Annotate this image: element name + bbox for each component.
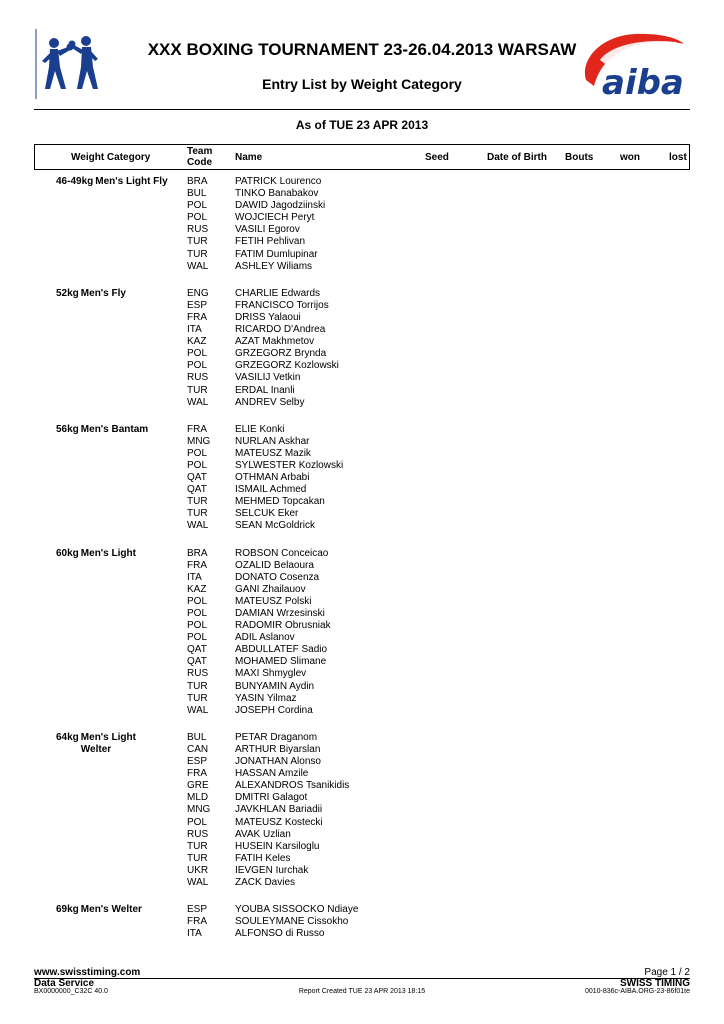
entry-row — [34, 436, 690, 448]
column-bouts: Bouts — [565, 152, 594, 163]
column-team-line1: Team — [187, 146, 213, 157]
boxer-name: YOUBA SISSOCKO Ndiaye — [235, 904, 359, 916]
entry-row — [34, 224, 690, 236]
team-code: BRA — [187, 547, 208, 559]
boxer-name: AZAT Makhmetov — [235, 336, 315, 348]
entry-row — [34, 520, 690, 532]
entry-row — [34, 200, 690, 212]
weight-category-name: Men's Fly — [80, 287, 126, 299]
page-title: XXX BOXING TOURNAMENT 23-26.04.2013 WARSAW — [147, 40, 577, 59]
team-code: FRA — [187, 916, 207, 928]
entry-row — [34, 829, 690, 841]
team-code: QAT — [187, 644, 207, 656]
boxer-name: GANI Zhailauov — [235, 583, 306, 595]
boxer-name: ERDAL Inanli — [235, 384, 295, 396]
column-header-row — [34, 144, 690, 170]
weight-group — [34, 288, 690, 409]
entry-row — [34, 681, 690, 693]
boxer-name: ABDULLATEF Sadio — [235, 644, 328, 656]
boxer-name: ARTHUR Biyarslan — [235, 743, 321, 755]
entry-row — [34, 249, 690, 261]
boxer-name: ADIL Aslanov — [235, 632, 295, 644]
boxer-name: SYLWESTER Kozlowski — [235, 459, 344, 471]
boxer-name: HASSAN Amzile — [235, 768, 309, 780]
header-divider — [34, 109, 690, 110]
weight-kg: 52kg — [56, 287, 79, 299]
boxer-name: FRANCISCO Torrijos — [235, 299, 329, 311]
entry-row — [34, 656, 690, 668]
boxer-name: OZALID Belaoura — [235, 559, 314, 571]
footer-data-service: Data Service — [34, 978, 95, 989]
boxer-name: JAVKHLAN Bariadii — [235, 804, 323, 816]
weight-group — [34, 904, 690, 940]
column-lost: lost — [669, 152, 687, 163]
entry-row — [34, 448, 690, 460]
team-code: TUR — [187, 852, 208, 864]
footer-divider — [34, 978, 690, 979]
team-code: BRA — [187, 176, 208, 187]
boxer-name: GRZEGORZ Brynda — [235, 348, 327, 360]
entry-row — [34, 261, 690, 273]
entry-row — [34, 560, 690, 572]
boxer-name: RICARDO D'Andrea — [235, 324, 326, 336]
team-code: FRA — [187, 559, 207, 571]
team-code: MLD — [187, 792, 209, 804]
boxer-name: VASILI Egorov — [235, 224, 300, 236]
boxer-name: MATEUSZ Mazik — [235, 447, 311, 459]
boxer-name: ISMAIL Achmed — [235, 484, 307, 496]
column-team-code — [187, 146, 212, 168]
team-code: ENG — [187, 287, 209, 299]
entry-row — [34, 348, 690, 360]
entry-row — [34, 853, 690, 865]
entry-row — [34, 928, 690, 940]
team-code: POL — [187, 620, 208, 632]
boxer-name: JONATHAN Alonso — [235, 756, 321, 768]
team-code: ESP — [187, 904, 208, 916]
team-code: UKR — [187, 864, 209, 876]
boxer-name: DRISS Yalaoui — [235, 311, 301, 323]
boxer-name: FETIH Pehlivan — [235, 236, 306, 248]
entry-row — [34, 768, 690, 780]
entry-row — [34, 188, 690, 200]
entry-row — [34, 312, 690, 324]
team-code: FRA — [187, 423, 207, 435]
entry-row — [34, 916, 690, 928]
boxer-name: SOULEYMANE Cissokho — [235, 916, 349, 928]
weight-kg: 60kg — [56, 547, 79, 559]
team-code: ESP — [187, 299, 208, 311]
footer-swiss-timing: SWISS TIMING — [620, 978, 690, 989]
team-code: CAN — [187, 743, 209, 755]
footer-website: www.swisstiming.com — [34, 967, 141, 978]
boxer-name: SEAN McGoldrick — [235, 520, 316, 532]
boxers-logo — [34, 27, 106, 99]
team-code: TUR — [187, 508, 208, 520]
entry-row — [34, 236, 690, 248]
team-code: ITA — [187, 928, 202, 940]
entry-row — [34, 904, 690, 916]
weight-kg: 56kg — [56, 423, 79, 435]
team-code: WAL — [187, 704, 209, 716]
entry-row — [34, 841, 690, 853]
boxer-name: RADOMIR Obrusniak — [235, 620, 331, 632]
team-code: POL — [187, 212, 208, 224]
team-code: FRA — [187, 311, 207, 323]
entry-row — [34, 596, 690, 608]
boxer-name: ALEXANDROS Tsanikidis — [235, 780, 350, 792]
entry-row — [34, 397, 690, 409]
weight-kg: 69kg — [56, 904, 79, 916]
team-code: QAT — [187, 472, 207, 484]
footer-doc-code: BX0000000_C32C 40.0 — [34, 988, 108, 995]
team-code: WAL — [187, 520, 209, 532]
entry-row — [34, 372, 690, 384]
entry-row — [34, 877, 690, 889]
entry-row — [34, 385, 690, 397]
weight-category-name: Men's Bantam — [80, 423, 149, 435]
team-code: QAT — [187, 484, 207, 496]
team-code: TUR — [187, 680, 208, 692]
entry-row — [34, 472, 690, 484]
team-code: POL — [187, 816, 208, 828]
weight-kg: 64kg — [56, 731, 79, 743]
entry-row — [34, 756, 690, 768]
boxer-name: DMITRI Galagot — [235, 792, 308, 804]
weight-category-name: Men's Welter — [80, 904, 142, 916]
team-code: WAL — [187, 396, 209, 408]
entry-row — [34, 572, 690, 584]
boxer-name: DONATO Cosenza — [235, 571, 320, 583]
weight-category-name: Men's Light Fly — [95, 176, 168, 187]
weight-group — [34, 424, 690, 533]
entry-row — [34, 792, 690, 804]
team-code: POL — [187, 595, 208, 607]
team-code: TUR — [187, 248, 208, 260]
entry-row — [34, 632, 690, 644]
boxer-name: HUSEIN Karsiloglu — [235, 840, 320, 852]
boxer-name: IEVGEN Iurchak — [235, 864, 309, 876]
team-code: MNG — [187, 804, 211, 816]
weight-group — [34, 176, 690, 273]
entry-row — [34, 644, 690, 656]
boxer-name: WOJCIECH Peryt — [235, 212, 315, 224]
team-code: ITA — [187, 324, 202, 336]
aiba-logo-text: aiba — [602, 63, 684, 100]
team-code: RUS — [187, 668, 209, 680]
boxer-name: OTHMAN Arbabi — [235, 472, 310, 484]
team-code: BUL — [187, 188, 207, 200]
boxer-name: TINKO Banabakov — [235, 188, 319, 200]
boxer-name: GRZEGORZ Kozlowski — [235, 360, 339, 372]
boxer-name: MATEUSZ Kostecki — [235, 816, 323, 828]
team-code: TUR — [187, 692, 208, 704]
team-code: KAZ — [187, 336, 207, 348]
team-code: POL — [187, 459, 208, 471]
entry-row — [34, 693, 690, 705]
team-code: TUR — [187, 496, 208, 508]
column-name: Name — [235, 152, 263, 163]
entry-row — [34, 865, 690, 877]
boxer-name: ZACK Davies — [235, 876, 296, 888]
team-code: POL — [187, 632, 208, 644]
boxer-name: CHARLIE Edwards — [235, 287, 321, 299]
entry-row — [34, 212, 690, 224]
boxer-name: PETAR Draganom — [235, 731, 318, 743]
entry-row — [34, 804, 690, 816]
entry-row — [34, 300, 690, 312]
footer-page-number: Page 1 / 2 — [644, 967, 690, 978]
team-code: KAZ — [187, 583, 207, 595]
boxer-name: PATRICK Lourenco — [235, 176, 322, 187]
entry-row — [34, 620, 690, 632]
team-code: POL — [187, 348, 208, 360]
entry-row — [34, 336, 690, 348]
boxer-name: BUNYAMIN Aydin — [235, 680, 315, 692]
team-code: POL — [187, 200, 208, 212]
team-code: WAL — [187, 876, 209, 888]
boxer-name: ROBSON Conceicao — [235, 547, 329, 559]
entry-row — [34, 176, 690, 188]
column-seed: Seed — [425, 152, 449, 163]
boxer-name: NURLAN Askhar — [235, 435, 310, 447]
boxer-name: ANDREV Selby — [235, 396, 305, 408]
entry-row — [34, 705, 690, 717]
team-code: RUS — [187, 224, 209, 236]
entry-row — [34, 460, 690, 472]
entry-row — [34, 732, 690, 744]
entry-row — [34, 608, 690, 620]
boxer-name: YASIN Yilmaz — [235, 692, 297, 704]
entry-row — [34, 508, 690, 520]
entry-row — [34, 584, 690, 596]
weight-category-name: Men's Light — [80, 547, 136, 559]
column-date-of-birth: Date of Birth — [487, 152, 547, 163]
entry-row — [34, 780, 690, 792]
boxer-name: DAWID Jagodziinski — [235, 200, 326, 212]
team-code: TUR — [187, 236, 208, 248]
team-code: MNG — [187, 435, 211, 447]
weight-group — [34, 732, 690, 889]
boxer-name: FATIH Keles — [235, 852, 291, 864]
entry-row — [34, 496, 690, 508]
team-code: POL — [187, 360, 208, 372]
team-code: ITA — [187, 571, 202, 583]
page-subtitle: Entry List by Weight Category — [262, 76, 462, 92]
aiba-logo — [580, 30, 690, 100]
weight-group — [34, 548, 690, 717]
boxer-name: ELIE Konki — [235, 423, 285, 435]
footer-doc-id: 0010-836c-AIBA.ORG-23-86f01te — [584, 988, 690, 995]
entry-row — [34, 668, 690, 680]
boxer-name: DAMIAN Wrzesinski — [235, 608, 325, 619]
team-code: TUR — [187, 840, 208, 852]
as-of-date: As of TUE 23 APR 2013 — [295, 118, 429, 132]
team-code: WAL — [187, 260, 209, 272]
entry-list — [34, 176, 690, 955]
column-team-line2: Code — [187, 157, 212, 168]
footer-report-created: Report Created TUE 23 APR 2013 18:15 — [298, 988, 426, 995]
column-weight-category: Weight Category — [71, 152, 151, 163]
team-code: QAT — [187, 656, 207, 668]
team-code: FRA — [187, 768, 207, 780]
team-code: RUS — [187, 828, 209, 840]
boxer-name: MAXI Shmyglev — [235, 668, 307, 680]
boxer-name: MATEUSZ Polski — [235, 595, 312, 607]
entry-row — [34, 288, 690, 300]
boxer-name: ASHLEY Wiliams — [235, 260, 313, 272]
boxer-name: VASILIJ Vetkin — [235, 372, 301, 384]
boxer-name: ALFONSO di Russo — [235, 928, 325, 940]
boxer-name: AVAK Uzlian — [235, 828, 291, 840]
boxer-name: FATIM Dumlupinar — [235, 248, 318, 260]
weight-category-name: Men's Light Welter — [80, 731, 136, 755]
team-code: BUL — [187, 731, 207, 743]
team-code: POL — [187, 447, 208, 459]
entry-row — [34, 360, 690, 372]
entry-row — [34, 817, 690, 829]
column-won: won — [620, 152, 640, 163]
team-code: RUS — [187, 372, 209, 384]
team-code: GRE — [187, 780, 209, 792]
team-code: ESP — [187, 756, 208, 768]
entry-row — [34, 548, 690, 560]
entry-row — [34, 424, 690, 436]
boxer-name: SELCUK Eker — [235, 508, 299, 520]
team-code: TUR — [187, 384, 208, 396]
boxer-name: MOHAMED Slimane — [235, 656, 327, 668]
entry-row — [34, 744, 690, 756]
boxer-name: MEHMED Topcakan — [235, 496, 325, 508]
team-code: POL — [187, 608, 208, 619]
weight-kg: 46-49kg — [56, 176, 94, 187]
boxer-name: JOSEPH Cordina — [235, 704, 313, 716]
entry-row — [34, 484, 690, 496]
entry-row — [34, 324, 690, 336]
